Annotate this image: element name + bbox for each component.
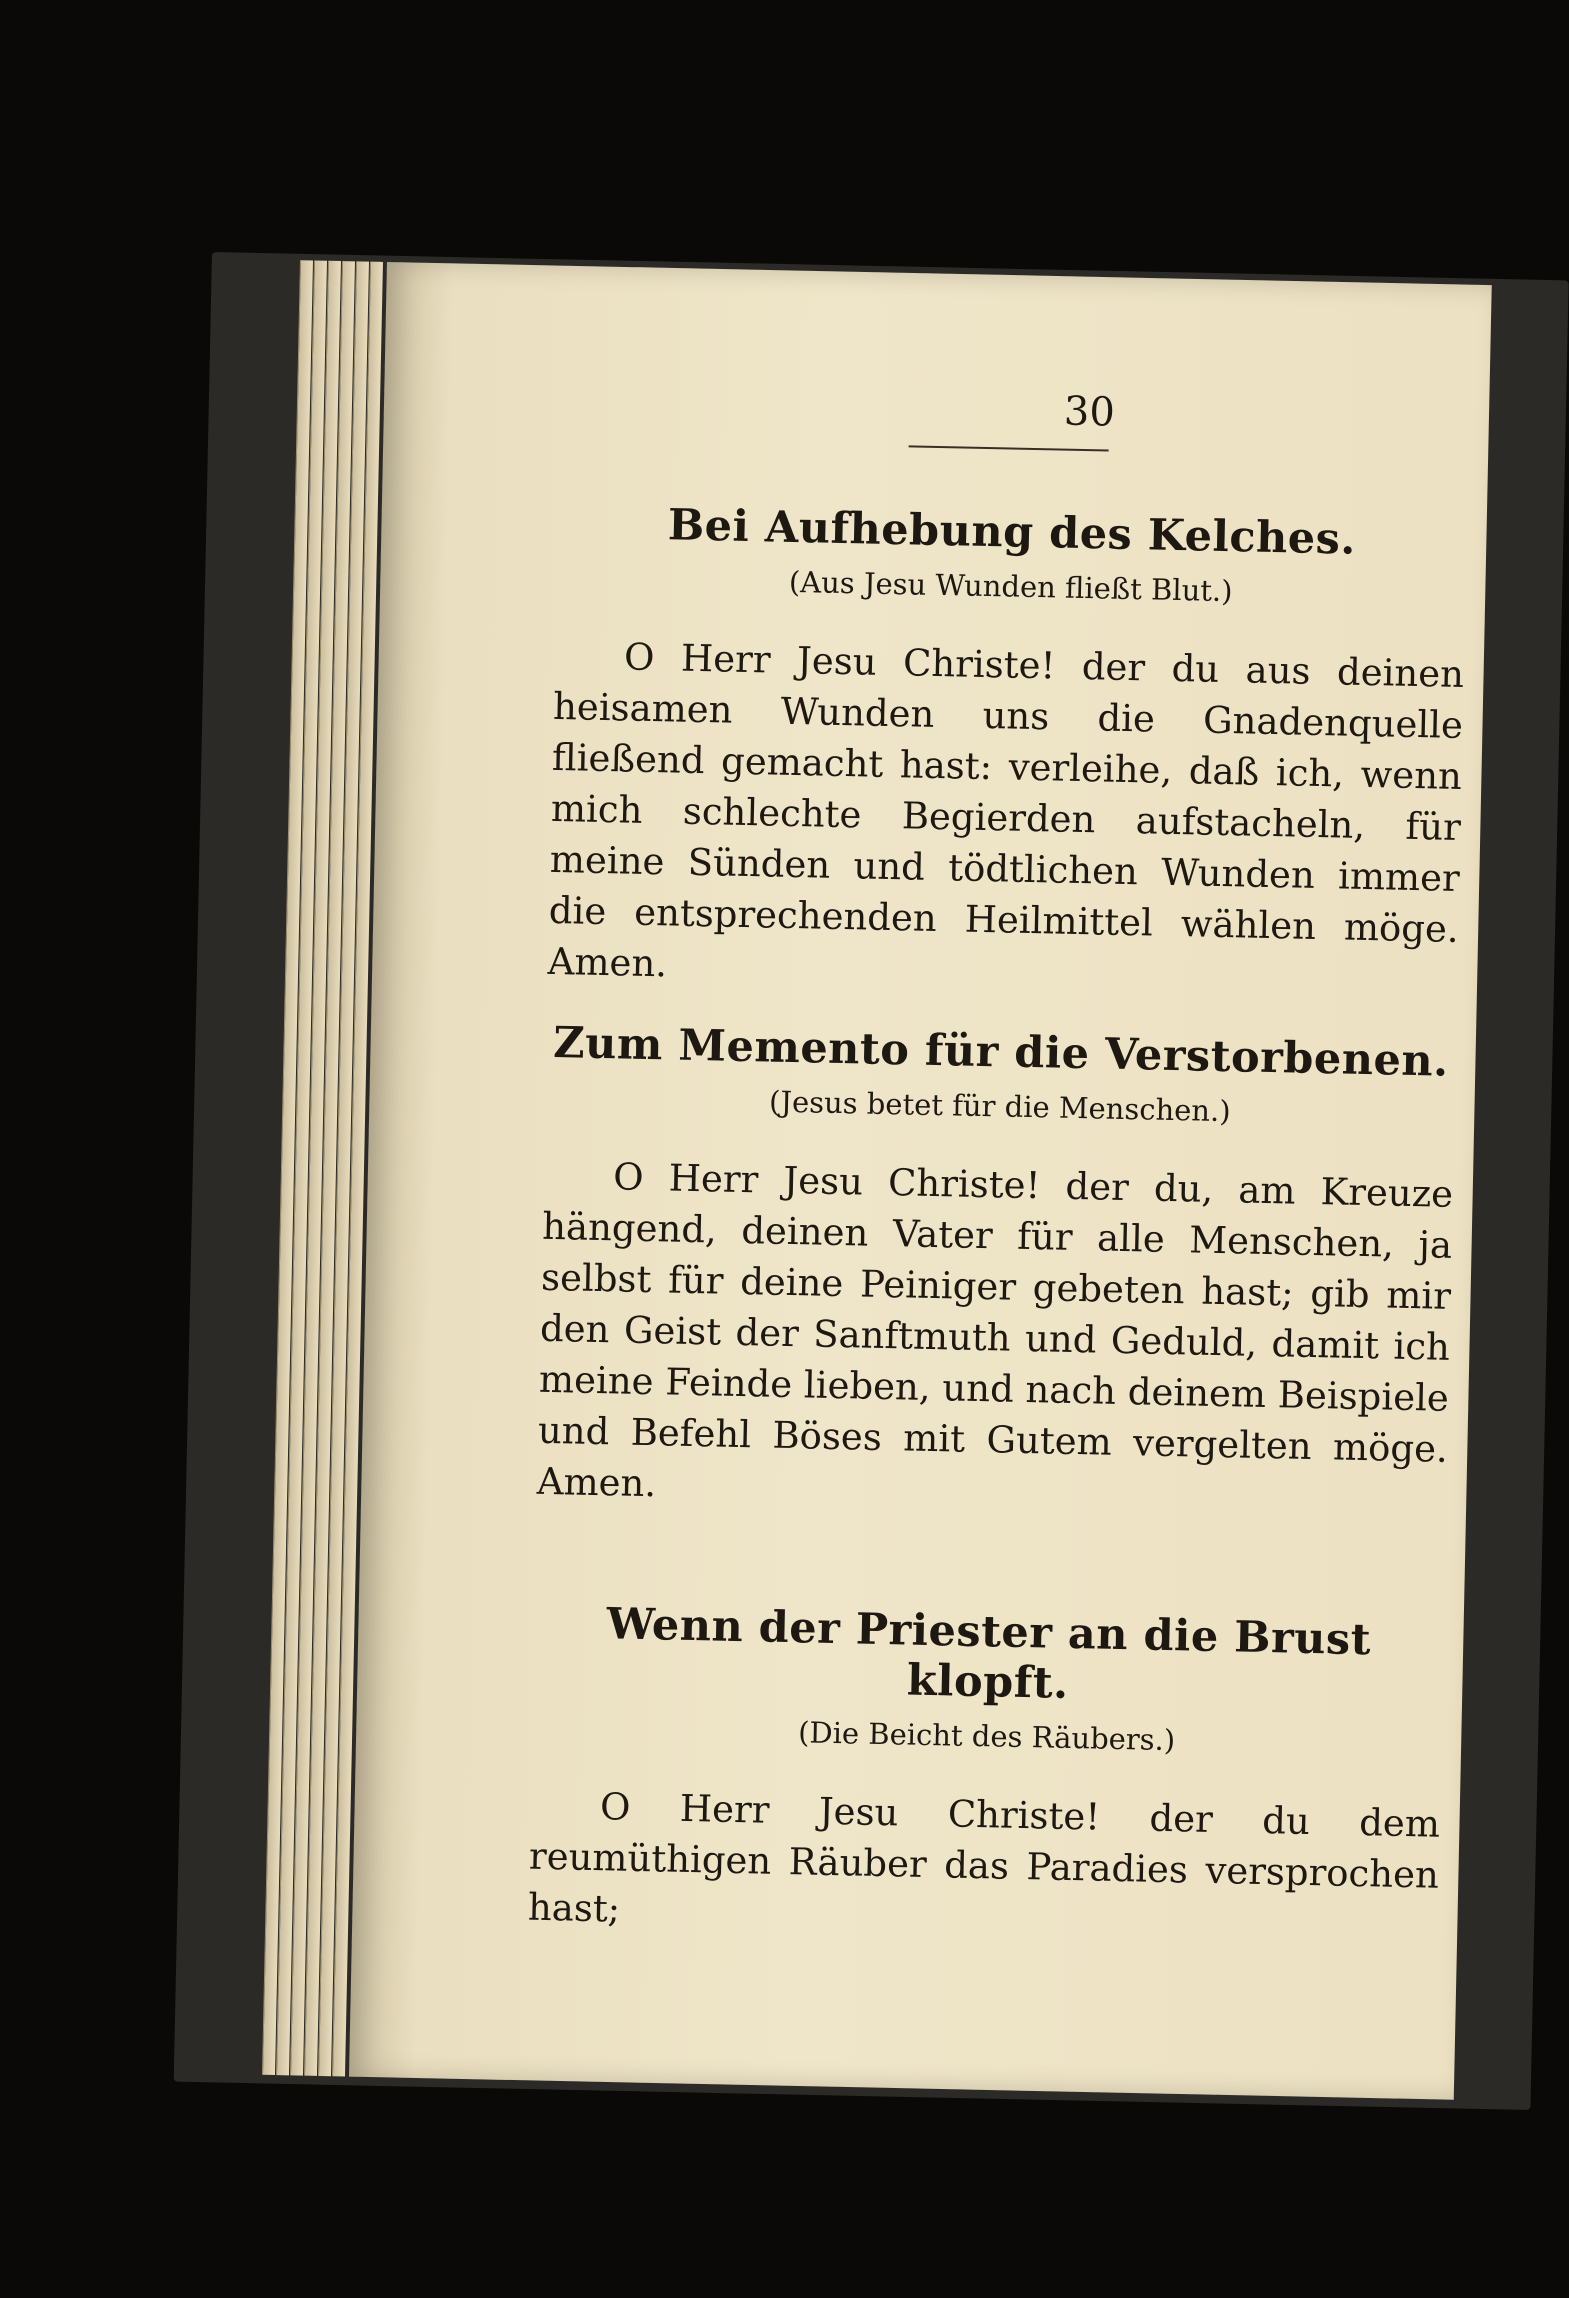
section-elevation-of-chalice bbox=[547, 498, 1467, 1006]
section-subtitle: (Die Beicht des Räubers.) bbox=[797, 1715, 1176, 1758]
section-priest-beats-breast bbox=[527, 1598, 1444, 1952]
section-heading: Bei Aufhebung des Kelches. bbox=[667, 500, 1357, 565]
prayer-text: O Herr Jesu Christe! der du dem reumüthigen Räuber das Paradies versprochen hast; bbox=[527, 1785, 1441, 1931]
prayer-text: O Herr Jesu Christe! der du aus deinen heisamen Wunden uns die Gnadenquelle fließend gemacht hast: verleihe, daß ich, wenn mich schlechte Begierden aufstacheln, für meine Sünden und tödtlichen Wunden immer die entsprechenden Heilmittel wählen möge. Amen. bbox=[547, 635, 1465, 986]
section-heading: Zum Memento für die Verstorbenen. bbox=[552, 1018, 1450, 1087]
section-subtitle: (Aus Jesu Wunden fließt Blut.) bbox=[788, 564, 1233, 609]
page-number: 30 bbox=[1063, 388, 1116, 436]
section-memento-for-dead bbox=[536, 1018, 1456, 1526]
section-heading: Wenn der Priester an die Brust klopft. bbox=[606, 1599, 1372, 1709]
prayer-text: O Herr Jesu Christe! der du, am Kreuze hängend, deinen Vater für alle Menschen, ja selbst für deine Peiniger gebeten hast; gib mir den Geist der Sanftmuth und Geduld, damit ich meine Feinde lieben, und nach deinem Beispiele und Befehl Böses mit Gutem vergelten möge. Amen. bbox=[536, 1155, 1454, 1506]
section-subtitle: (Jesus betet für die Menschen.) bbox=[768, 1084, 1231, 1129]
